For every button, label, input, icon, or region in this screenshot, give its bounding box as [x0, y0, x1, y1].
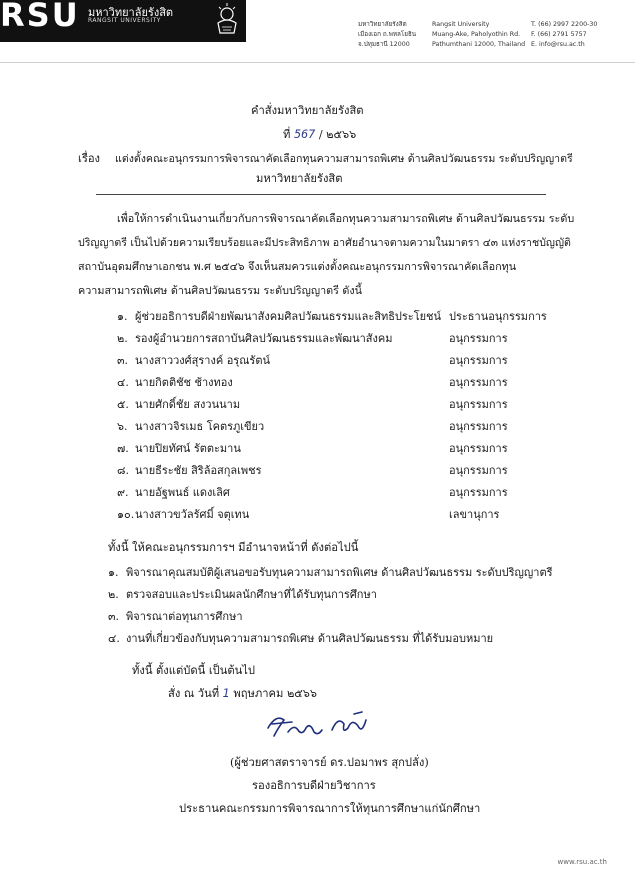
signature-icon [262, 706, 382, 746]
signer-committee-title: ประธานคณะกรรมการพิจารณาการให้ทุนการศึกษาแก่นักศึกษา [179, 802, 481, 815]
header-divider [0, 62, 635, 63]
date-day-handwritten: 1 [222, 687, 230, 700]
subject-line-1: แต่งตั้งคณะอนุกรรมการพิจารณาคัดเลือกทุนความสามารถพิเศษ ด้านศิลปวัฒนธรรม ระดับปริญญาตรี [115, 153, 573, 165]
university-emblem-icon [212, 3, 242, 37]
footer-url: www.rsu.ac.th [557, 858, 607, 866]
rsu-logo: RSU [0, 0, 80, 34]
university-name-en: RANGSIT UNIVERSITY [88, 17, 161, 24]
contact-info: T. (66) 2997 2200-30 F. (66) 2791 5757 E. info@rsu.ac.th [531, 21, 598, 48]
member-row: ๖. นางสาวจิรเมธ โคตรภูเขียว อนุกรรมการ [117, 420, 508, 433]
signer-title: รองอธิการบดีฝ่ายวิชาการ [252, 779, 376, 792]
document-page: RSU มหาวิทยาลัยรังสิต RANGSIT UNIVERSITY มหาวิทยาลัยรังสิต เมืองเอก ถ.พหลโยธิน จ.ปทุมธานี 12000 Rangsit University Muang-Ake, Paholyothin Rd. Pathumthani 12000, Thailand T. (66) 2997 2200-30 F. (66) 2791 5757 E. info@rsu.ac.th คำสั่งมหาวิทยาลัยรังสิต ที่ 567 / ๒๕๖๖ เรื่อง แต่งตั้งคณะอนุกรรมการพิจารณาคัดเลือกทุนความสามารถพิเศษ ด้านศิลปวัฒนธรรม ระดับปริญญาตรี มหาวิทยาลัยรังสิต เพื่อให้การดำเนินงานเกี่ยวกับการพิจารณาคัดเลือกทุนความสามารถพิเศษ ด้านศิลปวัฒนธรรม ระดับ ปริญญาตรี เป็นไปด้วยความเรียบร้อยและมีประสิทธิภาพ อาศัยอำนาจตามความในมาตรา ๔๓ แห่งราชบัญญัติ สถาบันอุดมศึกษาเอกชน พ.ศ ๒๕๔๖ จึงเห็นสมควรแต่งตั้งคณะอนุกรรมการพิจารณาคัดเลือกทุน ความสามารถพิเศษ ด้านศิลปวัฒนธรรม ระดับปริญญาตรี ดังนี้ ๑. ผู้ช่วยอธิการบดีฝ่ายพัฒนาสังคมศิลปวัฒนธรรมและสิทธิประโยชน์ ประธานอนุกรรมการ ๒. รองผู้อำนวยการสถาบันศิลปวัฒนธรรมและพัฒนาสังคม อนุกรรมการ ๓. นางสาววงศ์สุรางค์ อรุณรัตน์ อนุกรรมการ ๔. นายกิตติชัช ช้างทอง อนุกรรมการ ๕. นายศักดิ์ชัย สงวนนาม อนุกรรมการ ๖. นางสาวจิรเมธ โคตรภูเขียว อนุกรรมการ ๗. นายปิยทัศน์ รัตตะมาน อนุกรรมการ ๘. นายธีระชัย สิริล้อสกุลเพชร อนุกรรมการ ๙. นายอัฐพนธ์ แดงเลิศ อนุกรรมการ ๑๐. นางสาวขวัลรัศมิ์ จตุเทน เลขานุการ ทั้งนี้ ให้คณะอนุกรรมการฯ มีอำนาจหน้าที่ ดังต่อไปนี้ ๑. พิจารณาคุณสมบัติผู้เสนอขอรับทุนความสามารถพิเศษ ด้านศิลปวัฒนธรรม ระดับปริญญาตรี ๒. ตรวจสอบและประเมินผลนักศึกษาที่ได้รับทุนการศึกษา ๓. พิจารณาต่อทุนการศึกษา ๔. งานที่เกี่ยวข้องกับทุนความสามารถพิเศษ ด้านศิลปวัฒนธรรม ที่ได้รับมอบหมาย ทั้งนี้ ตั้งแต่บัดนี้ เป็นต้นไป สั่ง ณ วันที่ 1 พฤษภาคม ๒๕๖๖ (ผู้ช่วยศาสตราจารย์ ดร.ปอมาพร สุกปลั่ง) รองอธิการบดีฝ่ายวิชาการ ประธานคณะกรรมการพิจารณาการให้ทุนการศึกษาแก่นักศึกษา www.rsu.ac.th [0, 0, 635, 893]
effective-statement: ทั้งนี้ ตั้งแต่บัดนี้ เป็นต้นไป [132, 664, 256, 677]
duties-intro: ทั้งนี้ ให้คณะอนุกรรมการฯ มีอำนาจหน้าที่ ดังต่อไปนี้ [108, 541, 359, 554]
university-name-th: มหาวิทยาลัยรังสิต [88, 6, 174, 19]
order-date: สั่ง ณ วันที่ 1 พฤษภาคม ๒๕๖๖ [168, 687, 317, 700]
subject-label: เรื่อง [78, 152, 101, 165]
member-row: ๑๐. นางสาวขวัลรัศมิ์ จตุเทน เลขานุการ [117, 508, 500, 521]
order-title: คำสั่งมหาวิทยาลัยรังสิต [251, 104, 364, 117]
order-number-handwritten: 567 [293, 128, 316, 141]
member-row: ๗. นายปิยทัศน์ รัตตะมาน อนุกรรมการ [117, 442, 508, 455]
member-row: ๑. ผู้ช่วยอธิการบดีฝ่ายพัฒนาสังคมศิลปวัฒนธรรมและสิทธิประโยชน์ ประธานอนุกรรมการ [117, 310, 547, 323]
intro-line-3: สถาบันอุดมศึกษาเอกชน พ.ศ ๒๕๔๖ จึงเห็นสมควรแต่งตั้งคณะอนุกรรมการพิจารณาคัดเลือกทุน [78, 260, 517, 273]
intro-line-4: ความสามารถพิเศษ ด้านศิลปวัฒนธรรม ระดับปริญญาตรี ดังนี้ [78, 284, 363, 297]
order-number: ที่ 567 / ๒๕๖๖ [283, 128, 357, 141]
subject-divider [96, 194, 546, 195]
intro-line-1: เพื่อให้การดำเนินงานเกี่ยวกับการพิจารณาคัดเลือกทุนความสามารถพิเศษ ด้านศิลปวัฒนธรรม ระดับ [117, 212, 575, 225]
member-row: ๔. นายกิตติชัช ช้างทอง อนุกรรมการ [117, 376, 508, 389]
intro-line-2: ปริญญาตรี เป็นไปด้วยความเรียบร้อยและมีประสิทธิภาพ อาศัยอำนาจตามความในมาตรา ๔๓ แห่งราชบัญญัติ [78, 237, 571, 249]
member-row: ๘. นายธีระชัย สิริล้อสกุลเพชร อนุกรรมการ [117, 464, 508, 477]
letterhead-bar [0, 0, 246, 42]
address-th: มหาวิทยาลัยรังสิต เมืองเอก ถ.พหลโยธิน จ.ปทุมธานี 12000 [358, 21, 417, 48]
member-row: ๕. นายศักดิ์ชัย สงวนนาม อนุกรรมการ [117, 398, 508, 411]
member-row: ๓. นางสาววงศ์สุรางค์ อรุณรัตน์ อนุกรรมการ [117, 354, 508, 367]
signer-name: (ผู้ช่วยศาสตราจารย์ ดร.ปอมาพร สุกปลั่ง) [230, 756, 429, 769]
address-en: Rangsit University Muang-Ake, Paholyothin Rd. Pathumthani 12000, Thailand [432, 21, 526, 48]
member-row: ๒. รองผู้อำนวยการสถาบันศิลปวัฒนธรรมและพัฒนาสังคม อนุกรรมการ [117, 332, 508, 345]
member-row: ๙. นายอัฐพนธ์ แดงเลิศ อนุกรรมการ [117, 486, 508, 499]
subject-line-2: มหาวิทยาลัยรังสิต [256, 172, 343, 185]
